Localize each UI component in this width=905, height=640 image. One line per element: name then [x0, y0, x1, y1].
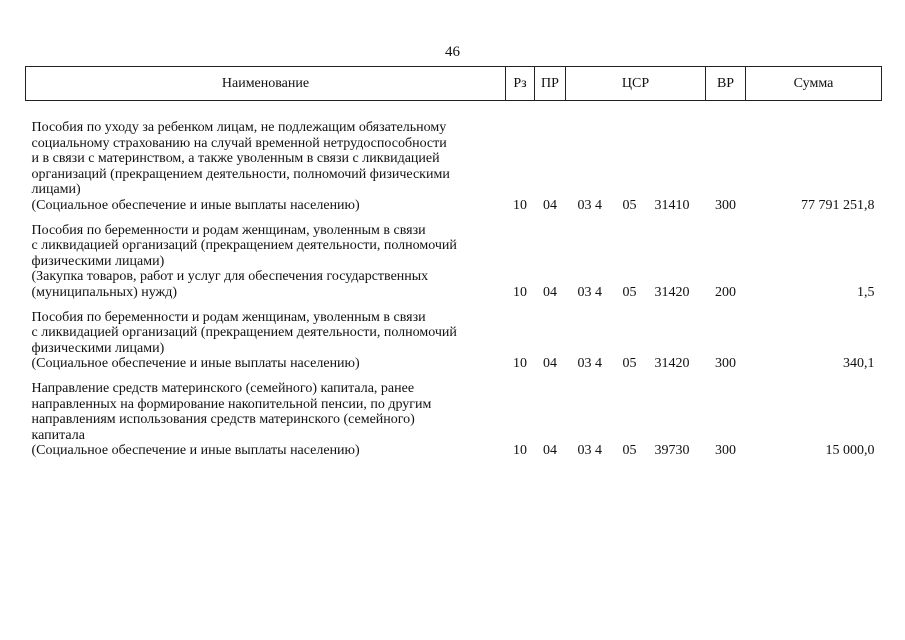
row-name-line: капитала — [31, 427, 85, 443]
row-name-line: направленных на формирование накопительной пенсии, по другим — [31, 396, 432, 412]
row-name — [26, 372, 506, 459]
row-csr-part: 05 — [622, 284, 637, 300]
row-csr — [566, 301, 706, 372]
table-row — [26, 101, 882, 214]
row-rz: 10 — [513, 284, 527, 300]
row-name-line: (Закупка товаров, работ и услуг для обеспечения государственных — [31, 269, 429, 285]
row-pr: 04 — [543, 356, 557, 372]
row-rz: 10 — [513, 356, 527, 372]
row-name-line: Пособия по уходу за ребенком лицам, не подлежащим обязательному — [31, 120, 447, 135]
row-pr: 04 — [543, 197, 557, 213]
table-row — [26, 301, 882, 372]
row-csr-part: 05 — [622, 197, 637, 213]
row-vr: 300 — [715, 197, 736, 213]
row-name — [26, 301, 506, 372]
row-csr-part: 05 — [622, 356, 637, 372]
header-vr: ВР — [706, 67, 746, 101]
row-sum: 15 000,0 — [825, 443, 875, 459]
row-name — [26, 214, 506, 301]
header-sum: Сумма — [746, 67, 882, 101]
row-name-line: Пособия по беременности и родам женщинам, уволенным в связи — [31, 222, 426, 238]
budget-table — [25, 66, 882, 459]
header-rz: Рз — [506, 67, 535, 101]
row-name-line: лицами) — [31, 182, 81, 198]
row-name-line: физическими лицами) — [31, 253, 165, 269]
row-csr-part: 31410 — [654, 197, 690, 213]
row-name-line: и в связи с материнством, а также уволенным в связи с ликвидацией — [31, 151, 440, 167]
row-csr — [566, 372, 706, 459]
row-vr: 300 — [715, 443, 736, 459]
row-csr-part: 03 4 — [577, 197, 602, 213]
row-vr: 300 — [715, 356, 736, 372]
row-csr-part: 31420 — [654, 356, 690, 372]
row-csr — [566, 101, 706, 214]
row-csr-part: 03 4 — [577, 284, 602, 300]
row-sum: 77 791 251,8 — [801, 197, 875, 213]
row-csr — [566, 214, 706, 301]
row-sum: 1,5 — [857, 284, 875, 300]
header-pr: ПР — [535, 67, 566, 101]
row-pr: 04 — [543, 284, 557, 300]
row-csr-part: 31420 — [654, 284, 690, 300]
row-rz: 10 — [513, 443, 527, 459]
row-name-line: Направление средств материнского (семейного) капитала, ранее — [31, 380, 415, 396]
row-name-line: (муниципальных) нужд) — [31, 284, 178, 300]
row-csr-part: 05 — [622, 443, 637, 459]
table-header-row — [26, 67, 882, 101]
row-name-line: (Социальное обеспечение и иные выплаты населению) — [31, 197, 360, 213]
row-rz: 10 — [513, 197, 527, 213]
header-csr: ЦСР — [566, 67, 706, 101]
row-name-line: (Социальное обеспечение и иные выплаты населению) — [31, 443, 360, 459]
row-csr-part: 03 4 — [577, 443, 602, 459]
row-vr: 200 — [715, 284, 736, 300]
row-csr-part: 03 4 — [577, 356, 602, 372]
row-name-line: организаций (прекращением деятельности, полномочий физическими — [31, 166, 450, 182]
row-name — [26, 101, 506, 214]
row-sum: 340,1 — [843, 356, 875, 372]
row-name-line: социальному страхованию на случай временной нетрудоспособности — [31, 135, 447, 151]
table-row — [26, 214, 882, 301]
header-name: Наименование — [26, 67, 506, 101]
row-pr: 04 — [543, 443, 557, 459]
page-number: 46 — [445, 44, 460, 60]
table-row — [26, 372, 882, 459]
row-name-line: физическими лицами) — [31, 340, 165, 356]
row-name-line: (Социальное обеспечение и иные выплаты населению) — [31, 356, 360, 372]
table-body — [26, 101, 882, 459]
row-name-line: с ликвидацией организаций (прекращением деятельности, полномочий — [31, 238, 457, 254]
row-csr-part: 39730 — [654, 443, 690, 459]
row-name-line: Пособия по беременности и родам женщинам, уволенным в связи — [31, 309, 426, 325]
row-name-line: с ликвидацией организаций (прекращением деятельности, полномочий — [31, 325, 457, 341]
row-name-line: направлениям использования средств материнского (семейного) — [31, 412, 415, 428]
